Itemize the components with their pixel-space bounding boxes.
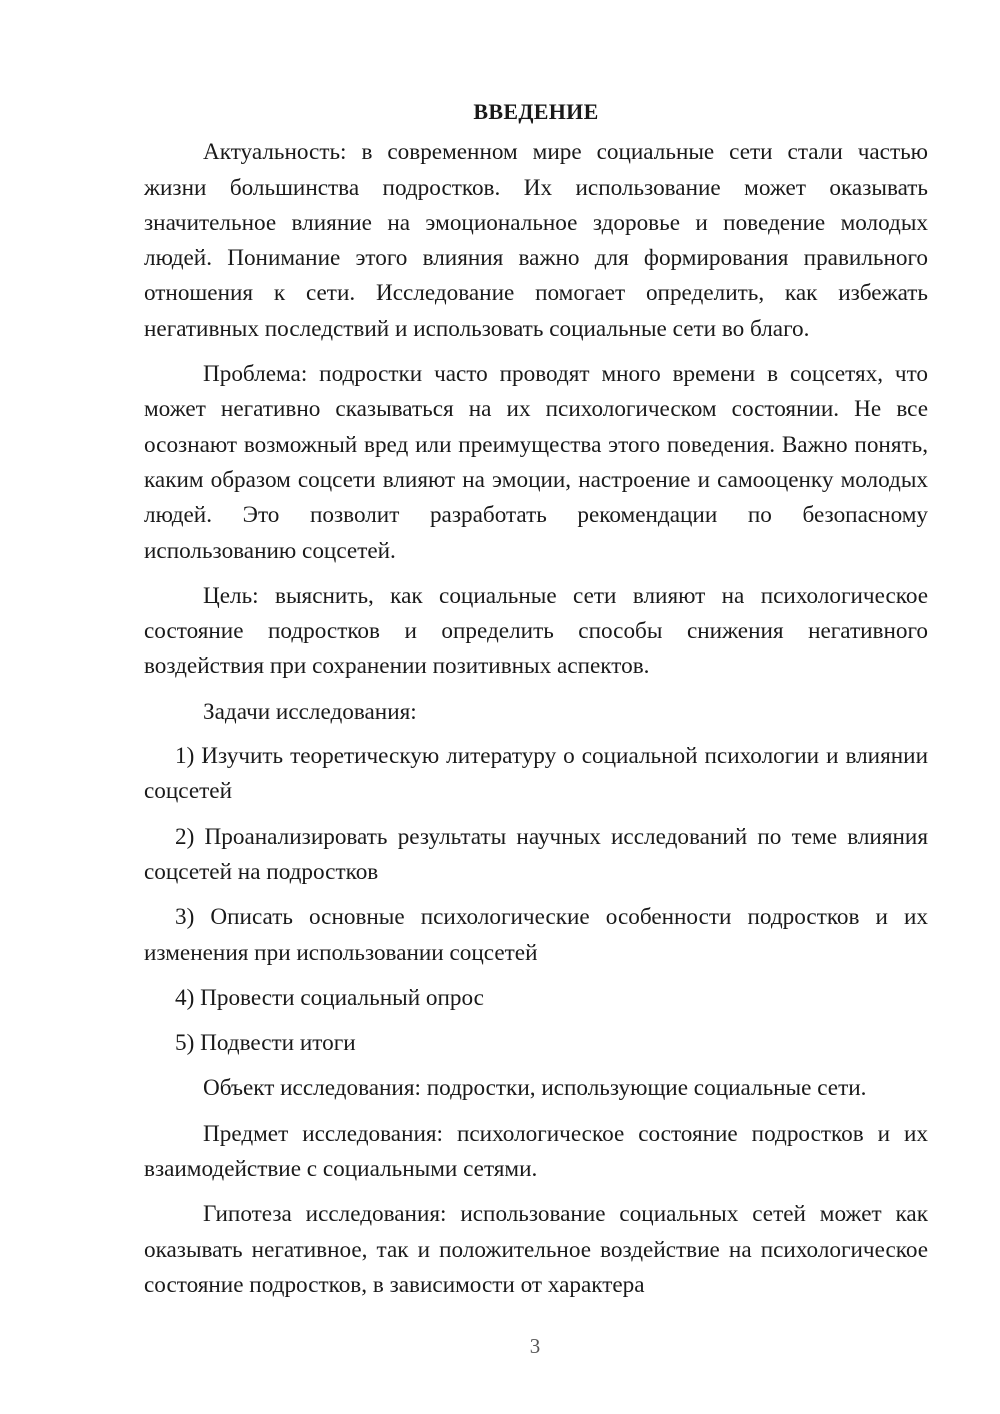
page-number: 3	[529, 1334, 541, 1358]
task-item-3: 3) Описать основные психологические особенности подростков и их изменения при использовании соцсетей	[144, 904, 928, 966]
page-content	[144, 94, 928, 1303]
task-item-5: 5) Подвести итоги	[175, 1030, 356, 1057]
task-item-2: 2) Проанализировать результаты научных исследований по теме влияния соцсетей на подростков	[144, 823, 928, 885]
task-item-1: 1) Изучить теоретическую литературу о социальной психологии и влиянии соцсетей	[144, 743, 928, 805]
paragraph-hypothesis: Гипотеза исследования: использование социальных сетей может как оказывать негативное, так и положительное воздействие на психологическое состояние подростков, в зависимости от характера	[144, 1201, 928, 1298]
tasks-heading: Задачи исследования:	[203, 698, 417, 725]
paragraph-object: Объект исследования: подростки, использующие социальные сети.	[203, 1075, 867, 1102]
paragraph-relevance: Актуальность: в современном мире социальные сети стали частью жизни большинства подростков. Их использование может оказывать значительное влияние на эмоциональное здоровье и поведение молодых людей. Понимание этого влияния важно для формирования правильного отношения к сети. Исследование помогает определить, как избежать негативных последствий и использовать социальные сети во благо.	[144, 139, 928, 342]
task-list	[144, 739, 928, 1061]
task-item-4: 4) Провести социальный опрос	[175, 984, 484, 1011]
paragraph-subject: Предмет исследования: психологическое состояние подростков и их взаимодействие с социальными сетями.	[144, 1120, 928, 1183]
page-title: ВВЕДЕНИЕ	[473, 99, 599, 124]
paragraph-goal: Цель: выяснить, как социальные сети влияют на психологическое состояние подростков и определить способы снижения негативного воздействия при сохранении позитивных аспектов.	[144, 582, 928, 680]
paragraph-problem: Проблема: подростки часто проводят много времени в соцсетях, что может негативно сказываться на их психологическом состоянии. Не все осознают возможный вред или преимущества этого поведения. Важно понять, каким образом соцсети влияют на эмоции, настроение и самооценку молодых людей. Это позволит разработать рекомендации по безопасному использованию соцсетей.	[144, 361, 928, 564]
